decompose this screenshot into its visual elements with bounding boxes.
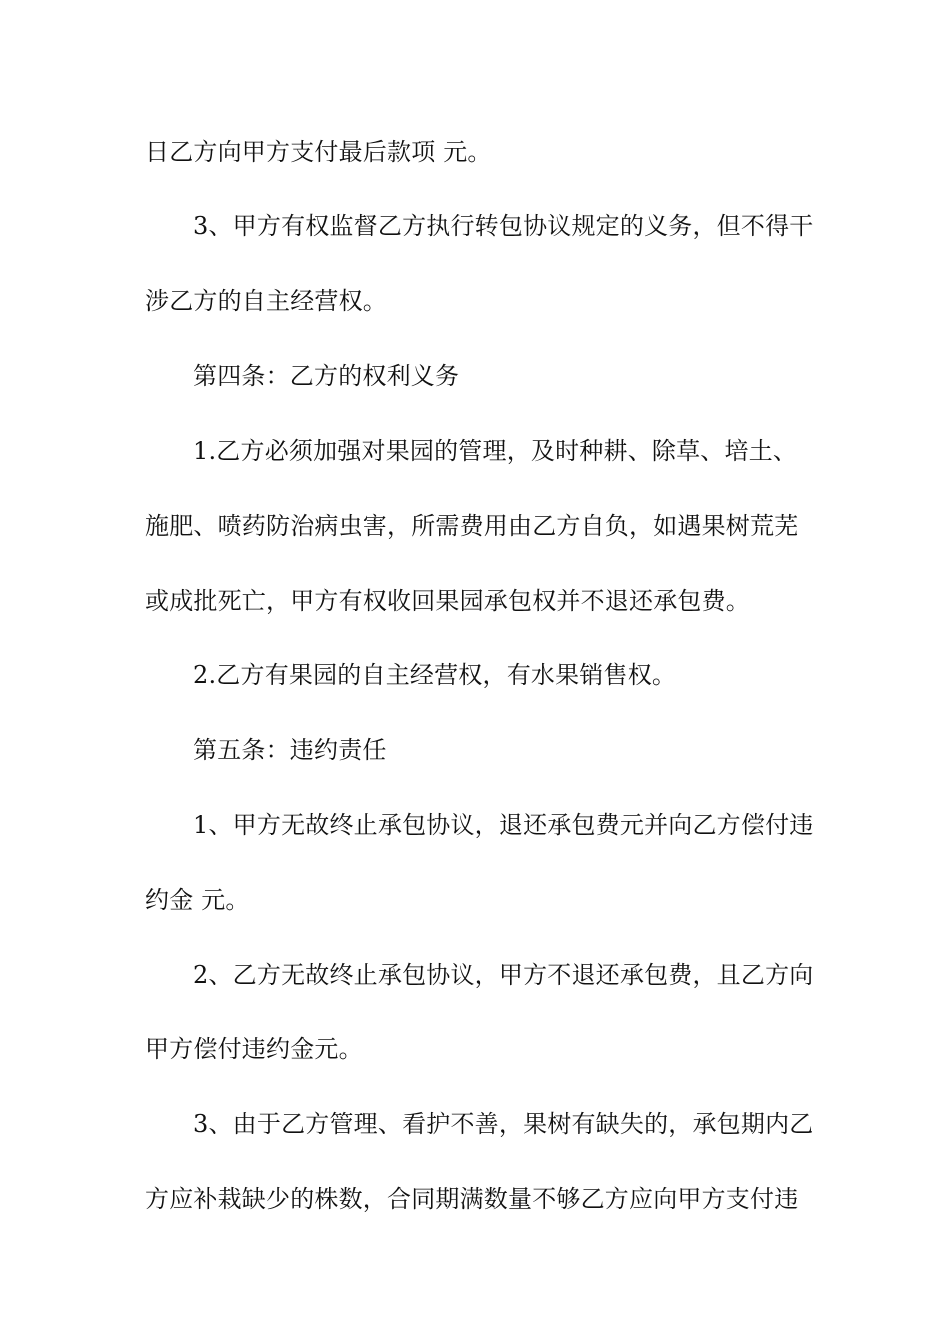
text-line-7: 或成批死亡，甲方有权收回果园承包权并不退还承包费。 [145, 587, 750, 615]
text-line-5: 1.乙方必须加强对果园的管理，及时种耕、除草、培土、 [193, 437, 798, 465]
text-line-2: 3、甲方有权监督乙方执行转包协议规定的义务，但不得干 [193, 212, 814, 240]
text-line-11: 约金 元。 [145, 886, 250, 914]
text-line-12: 2、乙方无故终止承包协议，甲方不退还承包费，且乙方向 [193, 961, 814, 989]
text-line-1: 日乙方向甲方支付最后款项 元。 [145, 138, 492, 166]
text-line-10: 1、甲方无故终止承包协议，退还承包费元并向乙方偿付违 [193, 811, 814, 839]
section-heading-4: 第四条：乙方的权利义务 [193, 362, 460, 390]
text-line-13: 甲方偿付违约金元。 [145, 1035, 363, 1063]
text-line-3: 涉乙方的自主经营权。 [145, 287, 387, 315]
text-line-8: 2.乙方有果园的自主经营权，有水果销售权。 [193, 661, 677, 689]
text-line-14: 3、由于乙方管理、看护不善，果树有缺失的，承包期内乙 [193, 1110, 814, 1138]
section-heading-5: 第五条：违约责任 [193, 736, 387, 764]
text-line-15: 方应补栽缺少的株数，合同期满数量不够乙方应向甲方支付违 [145, 1185, 799, 1213]
text-line-6: 施肥、喷药防治病虫害，所需费用由乙方自负，如遇果树荒芜 [145, 512, 799, 540]
